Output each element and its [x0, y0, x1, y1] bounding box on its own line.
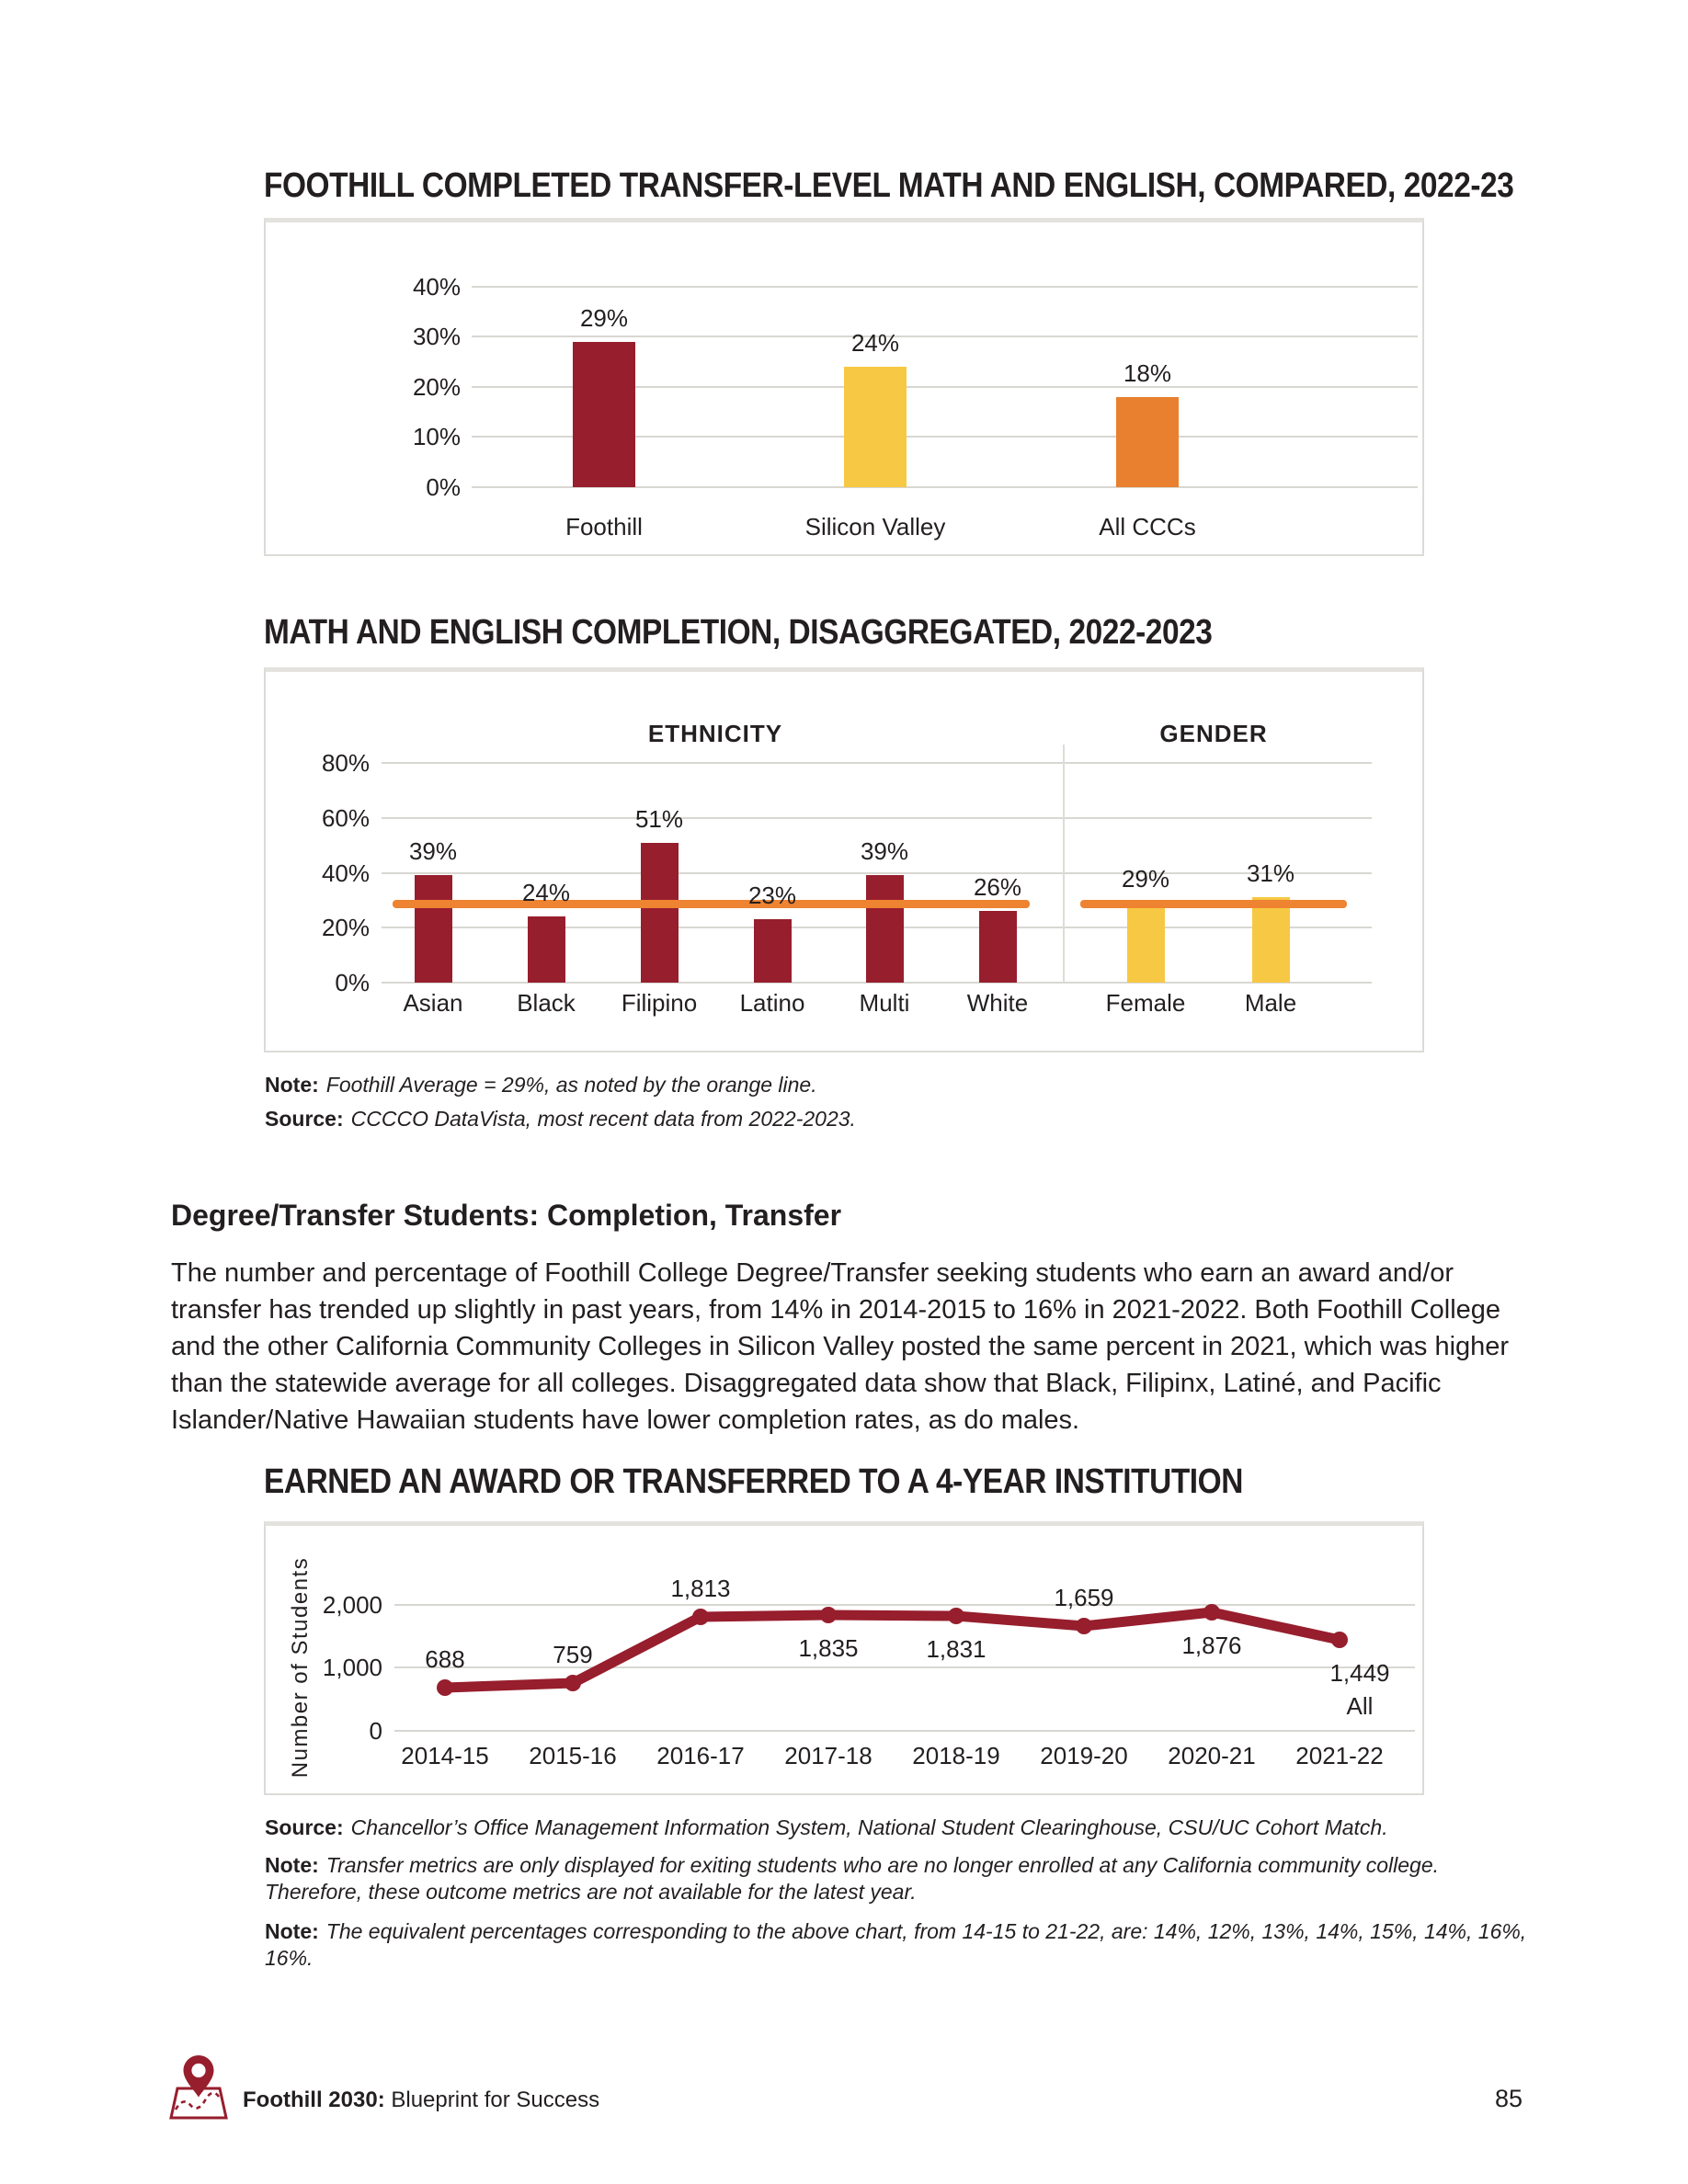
- y-tick-label: 20%: [412, 373, 461, 401]
- y-tick-label: 20%: [321, 914, 370, 941]
- gridline: [382, 762, 1372, 764]
- x-category-label: 2017-18: [784, 1742, 873, 1769]
- y-tick-label: 40%: [321, 859, 370, 887]
- x-category-label: Filipino: [621, 989, 698, 1017]
- bar-value-label: 31%: [1246, 859, 1295, 888]
- x-category-label: Foothill: [565, 513, 643, 540]
- data-point-marker: [1331, 1632, 1348, 1648]
- chart2-title: MATH AND ENGLISH COMPLETION, DISAGGREGATED, 2022-2023: [264, 613, 1213, 652]
- bar-female: [1127, 903, 1165, 983]
- bar-filipino: [641, 843, 679, 983]
- section-heading: Degree/Transfer Students: Completion, Transfer: [171, 1199, 842, 1232]
- data-point-marker: [820, 1607, 837, 1623]
- data-point-marker: [437, 1679, 453, 1696]
- bar-value-label: 29%: [1121, 865, 1170, 893]
- y-tick-label: 80%: [321, 749, 370, 777]
- x-category-label: 2016-17: [656, 1742, 745, 1769]
- bar-value-label: 18%: [1123, 358, 1172, 387]
- x-category-label: Silicon Valley: [804, 513, 946, 540]
- note-label: Note:: [265, 1853, 319, 1877]
- bar-value-label: 29%: [579, 303, 629, 332]
- chart2-grouped-bar-chart: [264, 667, 1424, 1052]
- x-category-label: Asian: [403, 989, 463, 1017]
- x-category-label: 2014-15: [401, 1742, 489, 1769]
- source-label: Source:: [265, 1815, 344, 1839]
- bar-value-label: 39%: [860, 837, 909, 866]
- bar-male: [1252, 897, 1290, 983]
- x-category-label: Female: [1105, 989, 1186, 1017]
- chart3-title: EARNED AN AWARD OR TRANSFERRED TO A 4-YEAR INSTITUTION: [264, 1462, 1243, 1501]
- x-category-label: 2021-22: [1295, 1742, 1384, 1769]
- x-category-label: Male: [1244, 989, 1297, 1017]
- data-point-marker: [565, 1675, 581, 1691]
- map-pin-logo-icon: [169, 2053, 228, 2120]
- bar-value-label: 39%: [408, 837, 458, 866]
- note-text: The equivalent percentages corresponding to the above chart, from 14-15 to 21-22, are: 14%, 12%, 13%, 14%, 15%, 14%, 16%, 16%.: [265, 1919, 1527, 1970]
- gridline: [472, 336, 1418, 337]
- average-line: [1080, 900, 1347, 908]
- chart1-title: FOOTHILL COMPLETED TRANSFER-LEVEL MATH AND ENGLISH, COMPARED, 2022-23: [264, 166, 1514, 205]
- y-tick-label: 0%: [426, 473, 461, 501]
- y-tick-label: 30%: [412, 323, 461, 350]
- bar-white: [979, 911, 1017, 983]
- y-tick-label: 10%: [412, 423, 461, 450]
- chart1-bar-chart: [264, 218, 1424, 556]
- chart3-source: [265, 1814, 1488, 1841]
- gridline: [382, 817, 1372, 819]
- bar-asian: [415, 875, 452, 983]
- data-point-marker: [948, 1608, 964, 1624]
- gridline: [472, 286, 1418, 288]
- y-axis-title: Number of Students: [288, 1556, 313, 1779]
- point-value-label: 1,659: [1054, 1584, 1114, 1611]
- bar-multi: [866, 875, 904, 983]
- chart2-note: [265, 1071, 817, 1098]
- y-tick-label: 0%: [335, 969, 370, 996]
- footer-brand-rest: Blueprint for Success: [384, 2087, 600, 2112]
- data-point-marker: [692, 1609, 709, 1625]
- data-point-marker: [1203, 1604, 1220, 1621]
- bar-value-label: 24%: [521, 879, 571, 907]
- point-value-label: 688: [425, 1645, 465, 1673]
- x-category-label: 2020-21: [1168, 1742, 1256, 1769]
- section-paragraph: The number and percentage of Foothill College Degree/Transfer seeking students who earn an award and/or transfer has trended up slightly in past years, from 14% in 2014-2015 to 16% in 2021-2022. Both Foothill College and the other California Community Colleges in Silicon Valley posted the same percent in 2021, which was higher than the statewide average for all colleges. Disaggregated data show that Black, Filipinx, Latiné, and Pacific Islander/Native Hawaiian students have lower completion rates, as do males.: [171, 1258, 1510, 1435]
- bar-value-label: 23%: [747, 882, 797, 910]
- note-label: Note:: [265, 1919, 319, 1943]
- y-tick-label: 2,000: [322, 1591, 382, 1619]
- chart3-note-1: [265, 1852, 1488, 1905]
- x-category-label: White: [966, 989, 1029, 1017]
- page-number: 85: [1494, 2085, 1523, 2112]
- note-text: Foothill Average = 29%, as noted by the orange line.: [325, 1073, 817, 1097]
- bar-value-label: 26%: [973, 873, 1022, 902]
- point-value-label: 1,835: [798, 1634, 859, 1662]
- point-value-label: 1,813: [670, 1575, 731, 1602]
- bar-black: [528, 916, 565, 983]
- chart3-line-chart: [264, 1521, 1424, 1795]
- y-tick-label: 60%: [321, 804, 370, 832]
- y-tick-label: 1,000: [322, 1654, 382, 1681]
- x-category-label: Multi: [859, 989, 910, 1017]
- bar-latino: [754, 919, 792, 983]
- x-category-label: 2019-20: [1040, 1742, 1128, 1769]
- point-value-label: 759: [553, 1641, 593, 1668]
- x-category-label: All CCCs: [1099, 513, 1196, 540]
- x-category-label: 2015-16: [529, 1742, 617, 1769]
- source-label: Source:: [265, 1107, 344, 1131]
- bar-value-label: 24%: [850, 329, 900, 358]
- group-label-gender: GENDER: [1159, 720, 1268, 747]
- group-label-ethnicity: ETHNICITY: [647, 720, 783, 747]
- x-category-label: 2018-19: [912, 1742, 1000, 1769]
- section-divider: [1063, 745, 1065, 983]
- source-text: Chancellor’s Office Management Information System, National Student Clearinghouse, CSU/UC Cohort Match.: [350, 1815, 1388, 1839]
- chart3-note-2: [265, 1918, 1552, 1972]
- y-tick-label: 40%: [412, 273, 461, 301]
- footer-brand-bold: Foothill 2030:: [243, 2087, 385, 2112]
- note-text: Transfer metrics are only displayed for exiting students who are no longer enrolled at any California community college. Therefore, these outcome metrics are not available for the latest year.: [265, 1853, 1440, 1904]
- bar-value-label: 51%: [634, 804, 684, 833]
- x-category-label: Black: [517, 989, 576, 1017]
- point-value-label: 1,831: [926, 1635, 987, 1663]
- footer-brand: [243, 2085, 599, 2116]
- x-category-label: Latino: [739, 989, 805, 1017]
- bar-all-cccs: [1116, 397, 1179, 487]
- bar-foothill: [573, 342, 635, 487]
- point-value-label: 1,876: [1181, 1632, 1242, 1659]
- data-point-marker: [1076, 1618, 1092, 1634]
- y-tick-label: 0: [369, 1717, 382, 1745]
- point-sublabel-all: All: [1346, 1692, 1374, 1720]
- point-value-label: 1,449: [1329, 1659, 1390, 1687]
- source-text: CCCCO DataVista, most recent data from 2022-2023.: [350, 1107, 856, 1131]
- chart2-source: [265, 1105, 856, 1132]
- note-label: Note:: [265, 1073, 319, 1097]
- bar-silicon-valley: [844, 367, 907, 487]
